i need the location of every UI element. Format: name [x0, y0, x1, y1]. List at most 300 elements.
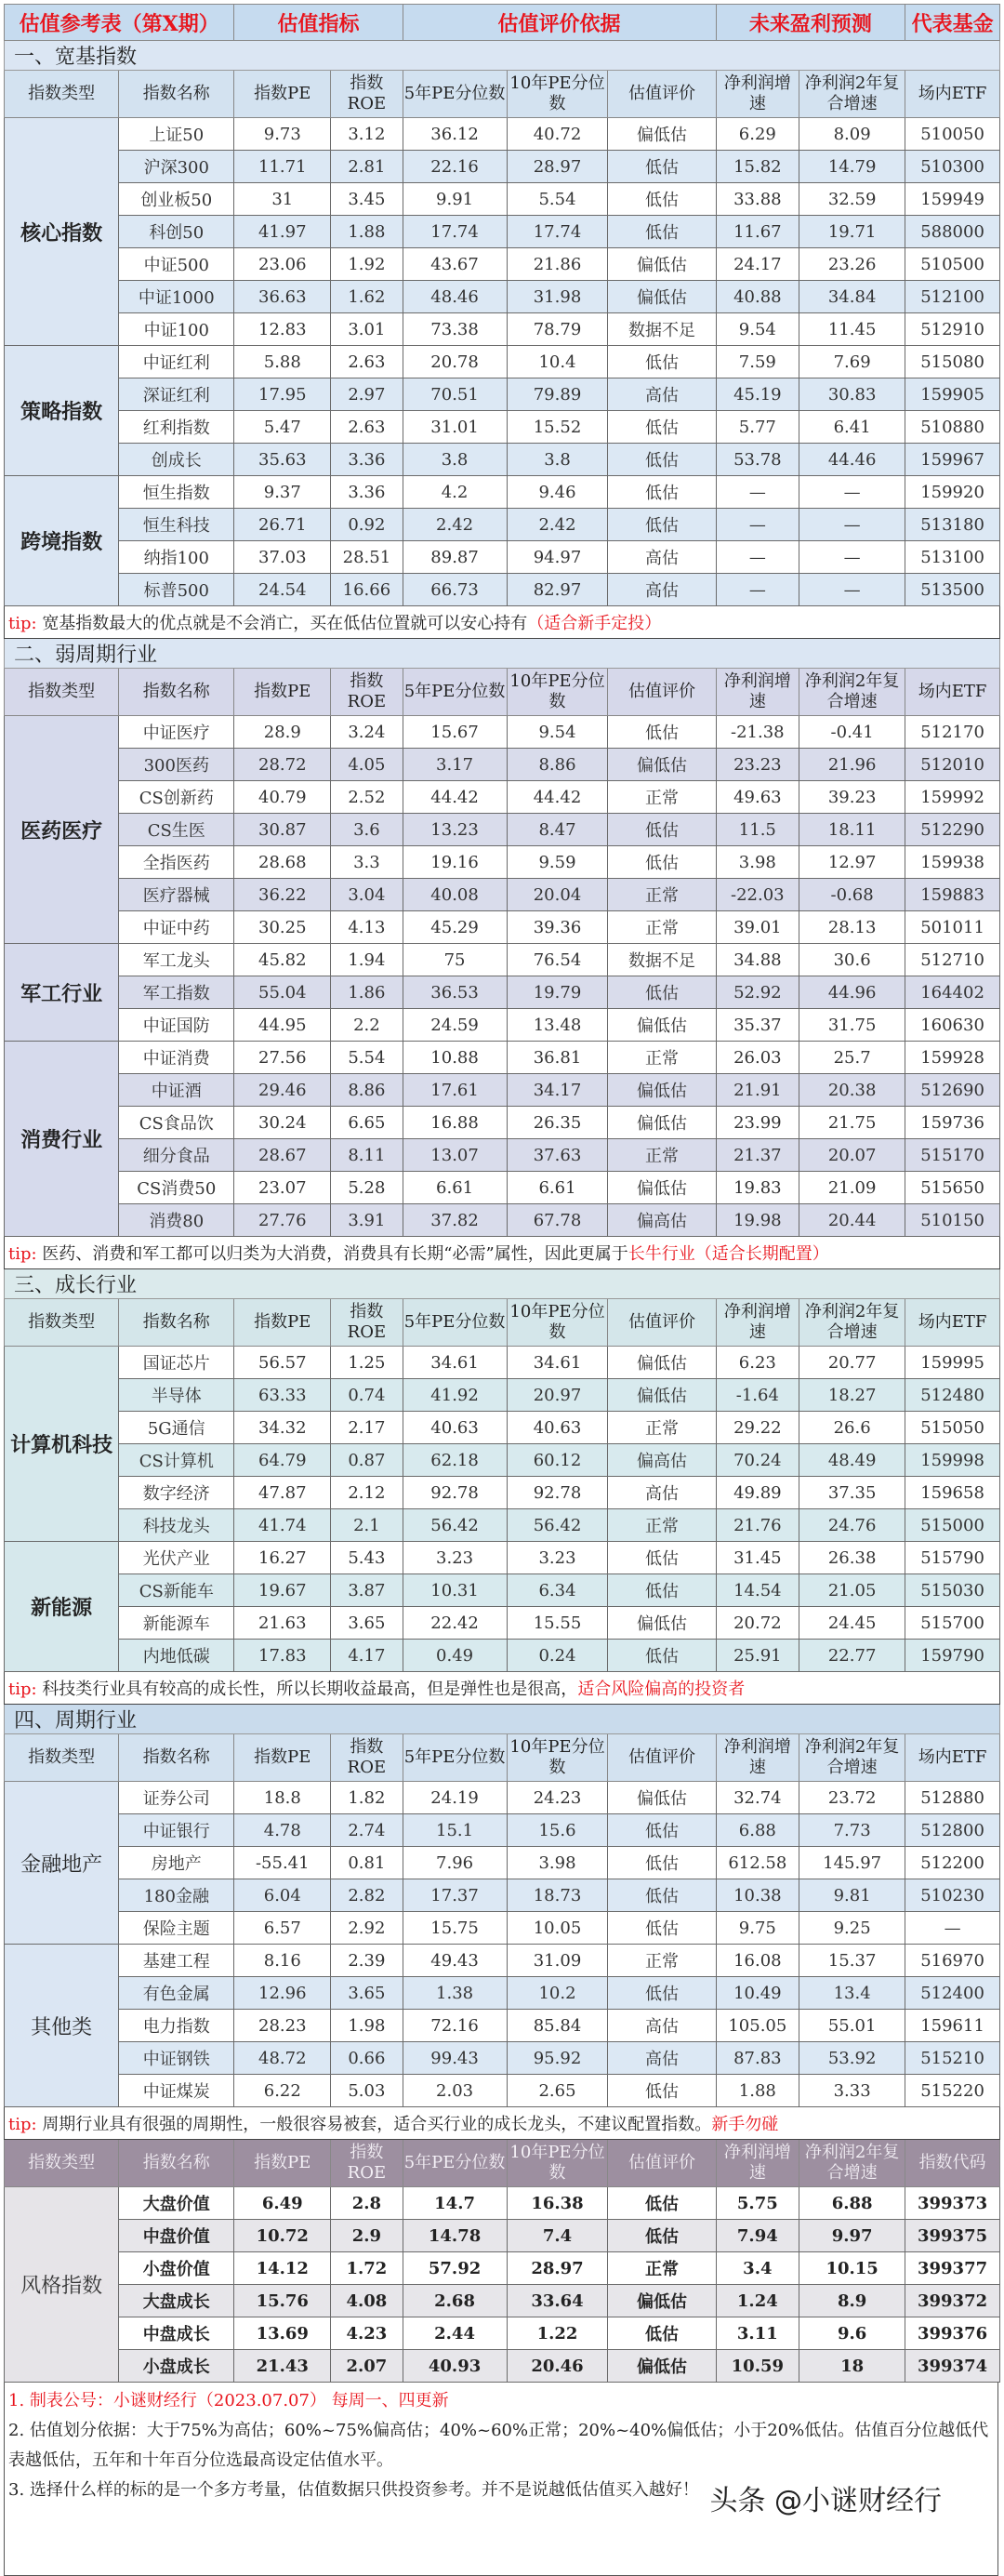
column-header-roe: 指数ROE [331, 669, 403, 716]
etf-code: 510300 [905, 151, 1000, 183]
table-row [5, 944, 1000, 976]
profit-growth-2y: 10.15 [799, 2252, 905, 2285]
valuation-rating: 偏低估 [608, 1107, 716, 1139]
profit-growth: 3.4 [716, 2252, 799, 2285]
index-roe: 2.1 [331, 1509, 403, 1542]
etf-code: 515030 [905, 1574, 1000, 1607]
pe-10y-percentile: 3.8 [507, 444, 608, 476]
pe-5y-percentile: 15.1 [403, 1814, 507, 1847]
profit-growth: 21.37 [716, 1139, 799, 1172]
index-roe: 2.63 [331, 346, 403, 378]
valuation-rating: 偏低估 [608, 1379, 716, 1412]
profit-growth: 11.5 [716, 814, 799, 846]
index-name: 军工指数 [119, 976, 234, 1009]
table-row [5, 574, 1000, 606]
index-name: 中盘成长 [119, 2317, 234, 2350]
index-roe: 8.86 [331, 1074, 403, 1107]
pe-10y-percentile: 60.12 [507, 1444, 608, 1477]
index-name: 电力指数 [119, 2010, 234, 2042]
index-name: 消费80 [119, 1204, 234, 1237]
pe-10y-percentile: 18.73 [507, 1879, 608, 1912]
etf-code: 515080 [905, 346, 1000, 378]
index-pe: 12.96 [234, 1977, 331, 2010]
valuation-rating: 低估 [608, 1640, 716, 1672]
etf-code: 510230 [905, 1879, 1000, 1912]
index-roe: 2.92 [331, 1912, 403, 1945]
profit-growth: 6.23 [716, 1347, 799, 1379]
profit-growth-2y: 3.33 [799, 2075, 905, 2107]
valuation-rating: 低估 [608, 1847, 716, 1879]
profit-growth: 21.76 [716, 1509, 799, 1542]
table-row [5, 1574, 1000, 1607]
index-pe: 17.95 [234, 378, 331, 411]
section-title: 一、宽基指数 [5, 41, 1000, 71]
pe-5y-percentile: 1.38 [403, 1977, 507, 2010]
profit-growth-2y: 34.84 [799, 281, 905, 313]
column-header-rating: 估值评价 [608, 71, 716, 118]
index-name: 中证医疗 [119, 716, 234, 749]
profit-growth-2y: 31.75 [799, 1009, 905, 1042]
table-row [5, 1509, 1000, 1542]
index-roe: 1.25 [331, 1347, 403, 1379]
valuation-rating: 偏低估 [608, 248, 716, 281]
note-3: 3. 选择什么样的标的是一个多方考量，估值数据只供投资参考。并不是说越低估值买入越好！ [8, 2480, 699, 2500]
profit-growth: — [716, 476, 799, 509]
etf-code: 512290 [905, 814, 1000, 846]
valuation-rating: 偏高估 [608, 1204, 716, 1237]
table-row [5, 976, 1000, 1009]
profit-growth-2y: 22.77 [799, 1640, 905, 1672]
table-row [5, 1640, 1000, 1672]
index-pe: 23.07 [234, 1172, 331, 1204]
pe-10y-percentile: 31.09 [507, 1945, 608, 1977]
profit-growth-2y: 19.71 [799, 216, 905, 248]
etf-code: 510050 [905, 118, 1000, 151]
index-pe: 12.83 [234, 313, 331, 346]
index-roe: 2.8 [331, 2187, 403, 2220]
table-row [5, 1412, 1000, 1444]
index-name: 科创50 [119, 216, 234, 248]
column-header-growth2y: 净利润2年复合增速 [799, 1734, 905, 1782]
index-pe: 15.76 [234, 2285, 331, 2317]
column-header-type: 指数类型 [5, 1734, 119, 1782]
profit-growth: 3.98 [716, 846, 799, 879]
etf-code: 512910 [905, 313, 1000, 346]
column-header-type: 指数类型 [5, 1299, 119, 1347]
column-header-growth2y: 净利润2年复合增速 [799, 71, 905, 118]
table-row [5, 1607, 1000, 1640]
profit-growth: 70.24 [716, 1444, 799, 1477]
table-row [5, 378, 1000, 411]
profit-growth-2y: 55.01 [799, 2010, 905, 2042]
index-name: 内地低碳 [119, 1640, 234, 1672]
index-roe: 0.92 [331, 509, 403, 541]
profit-growth: 23.23 [716, 749, 799, 781]
pe-5y-percentile: 40.63 [403, 1412, 507, 1444]
column-header-roe: 指数ROE [331, 2140, 403, 2187]
tip-highlight: （适合新手定投） [527, 614, 662, 633]
pe-5y-percentile: 36.53 [403, 976, 507, 1009]
pe-10y-percentile: 26.35 [507, 1107, 608, 1139]
pe-10y-percentile: 8.86 [507, 749, 608, 781]
category-cell: 计算机科技 [5, 1347, 119, 1542]
table-row [5, 2285, 1000, 2317]
index-roe: 4.13 [331, 911, 403, 944]
index-pe: 27.76 [234, 1204, 331, 1237]
index-name: 中证100 [119, 313, 234, 346]
table-row [5, 248, 1000, 281]
pe-5y-percentile: 45.29 [403, 911, 507, 944]
index-pe: 6.57 [234, 1912, 331, 1945]
valuation-rating: 正常 [608, 1412, 716, 1444]
index-roe: 3.65 [331, 1977, 403, 2010]
index-roe: 1.86 [331, 976, 403, 1009]
index-pe: 56.57 [234, 1347, 331, 1379]
index-roe: 2.17 [331, 1412, 403, 1444]
index-pe: 27.56 [234, 1042, 331, 1074]
valuation-rating: 正常 [608, 1139, 716, 1172]
profit-growth-2y: — [799, 574, 905, 606]
table-row [5, 2220, 1000, 2252]
category-cell: 金融地产 [5, 1782, 119, 1945]
profit-growth: 32.74 [716, 1782, 799, 1814]
index-name: 医疗器械 [119, 879, 234, 911]
pe-5y-percentile: 49.43 [403, 1945, 507, 1977]
etf-code: 513180 [905, 509, 1000, 541]
valuation-rating: 高估 [608, 1477, 716, 1509]
index-name: 上证50 [119, 118, 234, 151]
profit-growth-2y: 20.77 [799, 1347, 905, 1379]
etf-code: 159658 [905, 1477, 1000, 1509]
table-row [5, 781, 1000, 814]
column-header-growth: 净利润增速 [716, 669, 799, 716]
column-header-pe10: 10年PE分位数 [507, 1734, 608, 1782]
index-code: 399373 [905, 2187, 1000, 2220]
index-name: 沪深300 [119, 151, 234, 183]
etf-code: 516970 [905, 1945, 1000, 1977]
index-roe: 5.43 [331, 1542, 403, 1574]
section-title-row [5, 639, 1000, 669]
section-title-row [5, 1705, 1000, 1734]
profit-growth-2y: 26.38 [799, 1542, 905, 1574]
profit-growth-2y: 48.49 [799, 1444, 905, 1477]
index-pe: 36.22 [234, 879, 331, 911]
profit-growth: 53.78 [716, 444, 799, 476]
notes-panel [4, 2383, 998, 2576]
valuation-rating: 低估 [608, 1879, 716, 1912]
table-row [5, 749, 1000, 781]
pe-10y-percentile: 33.64 [507, 2285, 608, 2317]
profit-growth: 10.38 [716, 1879, 799, 1912]
column-header-type: 指数类型 [5, 71, 119, 118]
pe-5y-percentile: 16.88 [403, 1107, 507, 1139]
profit-growth: — [716, 541, 799, 574]
pe-5y-percentile: 10.31 [403, 1574, 507, 1607]
column-header-etf: 场内ETF [905, 1734, 1000, 1782]
etf-code: 513500 [905, 574, 1000, 606]
column-header-etf: 场内ETF [905, 1299, 1000, 1347]
table-row [5, 1847, 1000, 1879]
index-name: 大盘价值 [119, 2187, 234, 2220]
header-valuation-basis: 估值评价依据 [403, 5, 716, 41]
section-title-row [5, 41, 1000, 71]
index-roe: 16.66 [331, 574, 403, 606]
etf-code: 501011 [905, 911, 1000, 944]
profit-growth: 49.63 [716, 781, 799, 814]
etf-code: 159928 [905, 1042, 1000, 1074]
table-row [5, 118, 1000, 151]
valuation-sheet [4, 4, 1000, 2576]
index-name: 中证500 [119, 248, 234, 281]
index-name: 小盘价值 [119, 2252, 234, 2285]
index-pe: 48.72 [234, 2042, 331, 2075]
index-pe: 21.63 [234, 1607, 331, 1640]
pe-10y-percentile: 15.6 [507, 1814, 608, 1847]
index-pe: 4.78 [234, 1814, 331, 1847]
valuation-rating: 正常 [608, 1509, 716, 1542]
profit-growth-2y: 13.4 [799, 1977, 905, 2010]
profit-growth: 1.24 [716, 2285, 799, 2317]
table-row [5, 509, 1000, 541]
pe-5y-percentile: 37.82 [403, 1204, 507, 1237]
column-header-row [5, 1299, 1000, 1347]
etf-code: 159905 [905, 378, 1000, 411]
valuation-rating: 高估 [608, 2042, 716, 2075]
index-roe: 1.88 [331, 216, 403, 248]
tip-highlight: 新手勿碰 [711, 2115, 779, 2134]
pe-5y-percentile: 15.75 [403, 1912, 507, 1945]
table-row [5, 1444, 1000, 1477]
index-roe: 5.54 [331, 1042, 403, 1074]
index-name: CS计算机 [119, 1444, 234, 1477]
table-row [5, 1172, 1000, 1204]
pe-5y-percentile: 57.92 [403, 2252, 507, 2285]
pe-10y-percentile: 2.42 [507, 509, 608, 541]
index-pe: 55.04 [234, 976, 331, 1009]
index-roe: 2.63 [331, 411, 403, 444]
index-roe: 1.92 [331, 248, 403, 281]
table-row [5, 1477, 1000, 1509]
pe-10y-percentile: 56.42 [507, 1509, 608, 1542]
profit-growth-2y: -0.41 [799, 716, 905, 749]
valuation-rating: 偏低估 [608, 118, 716, 151]
index-roe: 5.03 [331, 2075, 403, 2107]
etf-code: 515220 [905, 2075, 1000, 2107]
profit-growth-2y: 9.81 [799, 1879, 905, 1912]
index-name: CS食品饮 [119, 1107, 234, 1139]
profit-growth-2y: 7.69 [799, 346, 905, 378]
profit-growth: 20.72 [716, 1607, 799, 1640]
table-row [5, 2075, 1000, 2107]
column-header-row [5, 1734, 1000, 1782]
index-roe: 3.45 [331, 183, 403, 216]
index-roe: 3.12 [331, 118, 403, 151]
profit-growth: 26.03 [716, 1042, 799, 1074]
column-header-etf: 场内ETF [905, 71, 1000, 118]
pe-5y-percentile: 3.23 [403, 1542, 507, 1574]
tip [5, 2107, 1000, 2140]
category-cell: 核心指数 [5, 118, 119, 346]
pe-10y-percentile: 9.46 [507, 476, 608, 509]
valuation-rating: 偏低估 [608, 1172, 716, 1204]
column-header-roe: 指数ROE [331, 1299, 403, 1347]
profit-growth-2y: 8.09 [799, 118, 905, 151]
index-pe: 14.12 [234, 2252, 331, 2285]
table-row [5, 1782, 1000, 1814]
pe-10y-percentile: 21.86 [507, 248, 608, 281]
valuation-rating: 偏低估 [608, 1782, 716, 1814]
table-row [5, 2317, 1000, 2350]
profit-growth: 9.54 [716, 313, 799, 346]
valuation-rating: 低估 [608, 1574, 716, 1607]
pe-10y-percentile: 13.48 [507, 1009, 608, 1042]
category-cell: 其他类 [5, 1945, 119, 2107]
column-header-etf: 场内ETF [905, 669, 1000, 716]
index-roe: 1.98 [331, 2010, 403, 2042]
profit-growth-2y: 9.25 [799, 1912, 905, 1945]
profit-growth: 1.88 [716, 2075, 799, 2107]
index-name: 纳指100 [119, 541, 234, 574]
column-header-growth2y: 净利润2年复合增速 [799, 2140, 905, 2187]
column-header-pe10: 10年PE分位数 [507, 2140, 608, 2187]
profit-growth-2y: — [799, 541, 905, 574]
index-roe: 2.9 [331, 2220, 403, 2252]
index-name: 红利指数 [119, 411, 234, 444]
profit-growth: 25.91 [716, 1640, 799, 1672]
etf-code: 512710 [905, 944, 1000, 976]
pe-5y-percentile: 70.51 [403, 378, 507, 411]
table-row [5, 911, 1000, 944]
index-name: 恒生科技 [119, 509, 234, 541]
valuation-rating: 正常 [608, 911, 716, 944]
etf-code: 515650 [905, 1172, 1000, 1204]
index-roe: 2.97 [331, 378, 403, 411]
table-row [5, 216, 1000, 248]
profit-growth: 15.82 [716, 151, 799, 183]
pe-10y-percentile: 1.22 [507, 2317, 608, 2350]
index-pe: 26.71 [234, 509, 331, 541]
index-name: 中证酒 [119, 1074, 234, 1107]
valuation-rating: 低估 [608, 716, 716, 749]
valuation-rating: 低估 [608, 1814, 716, 1847]
index-name: 细分食品 [119, 1139, 234, 1172]
column-header-row [5, 2140, 1000, 2187]
profit-growth-2y: 20.38 [799, 1074, 905, 1107]
category-cell: 军工行业 [5, 944, 119, 1042]
index-name: 新能源车 [119, 1607, 234, 1640]
column-header-pe5: 5年PE分位数 [403, 1299, 507, 1347]
tip [5, 606, 1000, 639]
index-roe: 3.24 [331, 716, 403, 749]
valuation-rating: 正常 [608, 879, 716, 911]
pe-5y-percentile: 17.37 [403, 1879, 507, 1912]
index-pe: 30.24 [234, 1107, 331, 1139]
table-row [5, 1107, 1000, 1139]
index-pe: 44.95 [234, 1009, 331, 1042]
pe-5y-percentile: 13.23 [403, 814, 507, 846]
profit-growth-2y: 39.23 [799, 781, 905, 814]
index-code: 399376 [905, 2317, 1000, 2350]
pe-5y-percentile: 44.42 [403, 781, 507, 814]
index-name: 有色金属 [119, 1977, 234, 2010]
section-title: 二、弱周期行业 [5, 639, 1000, 669]
pe-10y-percentile: 6.34 [507, 1574, 608, 1607]
index-pe: 63.33 [234, 1379, 331, 1412]
valuation-rating: 正常 [608, 1945, 716, 1977]
watermark: 头条 @小谜财经行 [709, 2485, 942, 2517]
etf-code: 512200 [905, 1847, 1000, 1879]
table-row [5, 2350, 1000, 2383]
index-name: 科技龙头 [119, 1509, 234, 1542]
profit-growth-2y: 44.96 [799, 976, 905, 1009]
valuation-rating: 低估 [608, 216, 716, 248]
valuation-rating: 低估 [608, 411, 716, 444]
pe-5y-percentile: 14.7 [403, 2187, 507, 2220]
tip-highlight: 适合风险偏高的投资者 [577, 1680, 746, 1699]
pe-5y-percentile: 4.2 [403, 476, 507, 509]
etf-code: 159790 [905, 1640, 1000, 1672]
index-name: 小盘成长 [119, 2350, 234, 2383]
tip-text: 医药、消费和军工都可以归类为大消费，消费具有长期“必需”属性，因此更属于 [42, 1244, 628, 1264]
pe-10y-percentile: 36.81 [507, 1042, 608, 1074]
table-row [5, 1009, 1000, 1042]
index-pe: 41.74 [234, 1509, 331, 1542]
etf-code: 512690 [905, 1074, 1000, 1107]
index-pe: 40.79 [234, 781, 331, 814]
pe-5y-percentile: 20.78 [403, 346, 507, 378]
index-roe: 4.08 [331, 2285, 403, 2317]
index-pe: 41.97 [234, 216, 331, 248]
index-roe: 4.17 [331, 1640, 403, 1672]
etf-code: 510880 [905, 411, 1000, 444]
column-header-pe10: 10年PE分位数 [507, 669, 608, 716]
column-header-pe10: 10年PE分位数 [507, 71, 608, 118]
profit-growth-2y: 18.27 [799, 1379, 905, 1412]
profit-growth: 23.99 [716, 1107, 799, 1139]
profit-growth-2y: 32.59 [799, 183, 905, 216]
section-title: 三、成长行业 [5, 1269, 1000, 1299]
pe-5y-percentile: 14.78 [403, 2220, 507, 2252]
index-code: 399377 [905, 2252, 1000, 2285]
profit-growth-2y: 30.83 [799, 378, 905, 411]
pe-10y-percentile: 10.4 [507, 346, 608, 378]
profit-growth-2y: 24.45 [799, 1607, 905, 1640]
index-pe: 11.71 [234, 151, 331, 183]
index-roe: 2.07 [331, 2350, 403, 2383]
index-pe: 5.88 [234, 346, 331, 378]
column-header-type: 指数类型 [5, 669, 119, 716]
pe-10y-percentile: 9.54 [507, 716, 608, 749]
pe-10y-percentile: 39.36 [507, 911, 608, 944]
profit-growth-2y: 15.37 [799, 1945, 905, 1977]
valuation-rating: 低估 [608, 509, 716, 541]
index-name: 中证银行 [119, 1814, 234, 1847]
profit-growth: 10.49 [716, 1977, 799, 2010]
valuation-rating: 偏低估 [608, 2285, 716, 2317]
pe-10y-percentile: 28.97 [507, 2252, 608, 2285]
etf-code: 515210 [905, 2042, 1000, 2075]
table-row [5, 476, 1000, 509]
index-name: 全指医药 [119, 846, 234, 879]
sheet-title: 估值参考表（第X期） [5, 5, 234, 41]
table-row [5, 1347, 1000, 1379]
profit-growth-2y: -0.68 [799, 879, 905, 911]
etf-code: — [905, 1912, 1000, 1945]
pe-5y-percentile: 31.01 [403, 411, 507, 444]
valuation-rating: 偏低估 [608, 749, 716, 781]
pe-5y-percentile: 89.87 [403, 541, 507, 574]
valuation-rating: 高估 [608, 2010, 716, 2042]
